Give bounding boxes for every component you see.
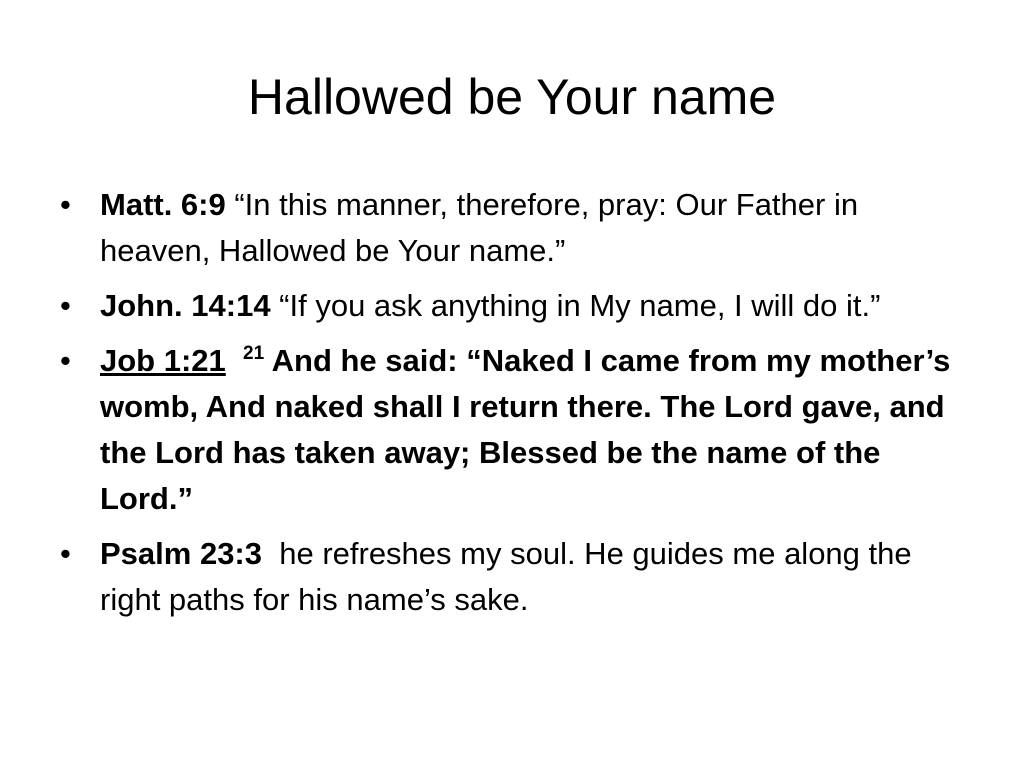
bullet-item-psalm bbox=[58, 531, 968, 623]
bullet-item-matt bbox=[58, 182, 968, 274]
bullet-item-john bbox=[58, 283, 968, 329]
scripture-reference: Job 1:21 bbox=[100, 343, 226, 378]
scripture-text: And he said: “Naked I came from my mother’s womb, And naked shall I return there. The Lord gave, and the Lord has taken away; Blessed be the name of the Lord.” bbox=[100, 343, 951, 516]
bullet-dot-icon: • bbox=[60, 288, 71, 323]
slide-title: Hallowed be Your name bbox=[247, 69, 777, 125]
scripture-reference: John. 14:14 bbox=[100, 288, 271, 323]
bullet-list bbox=[58, 182, 968, 632]
bullet-item-job bbox=[58, 338, 968, 522]
bullet-dot-icon: • bbox=[60, 343, 71, 378]
scripture-reference: Psalm 23:3 bbox=[100, 536, 262, 571]
scripture-reference: Matt. 6:9 bbox=[100, 187, 226, 222]
bullet-dot-icon: • bbox=[60, 187, 71, 222]
scripture-text: he refreshes my soul. He guides me along the right paths for his name’s sake. bbox=[100, 536, 912, 617]
bullet-dot-icon: • bbox=[60, 536, 71, 571]
scripture-text: “In this manner, therefore, pray: Our Father in heaven, Hallowed be Your name.” bbox=[100, 187, 859, 268]
verse-number: 21 bbox=[243, 343, 265, 364]
scripture-text: “If you ask anything in My name, I will do it.” bbox=[270, 288, 881, 323]
